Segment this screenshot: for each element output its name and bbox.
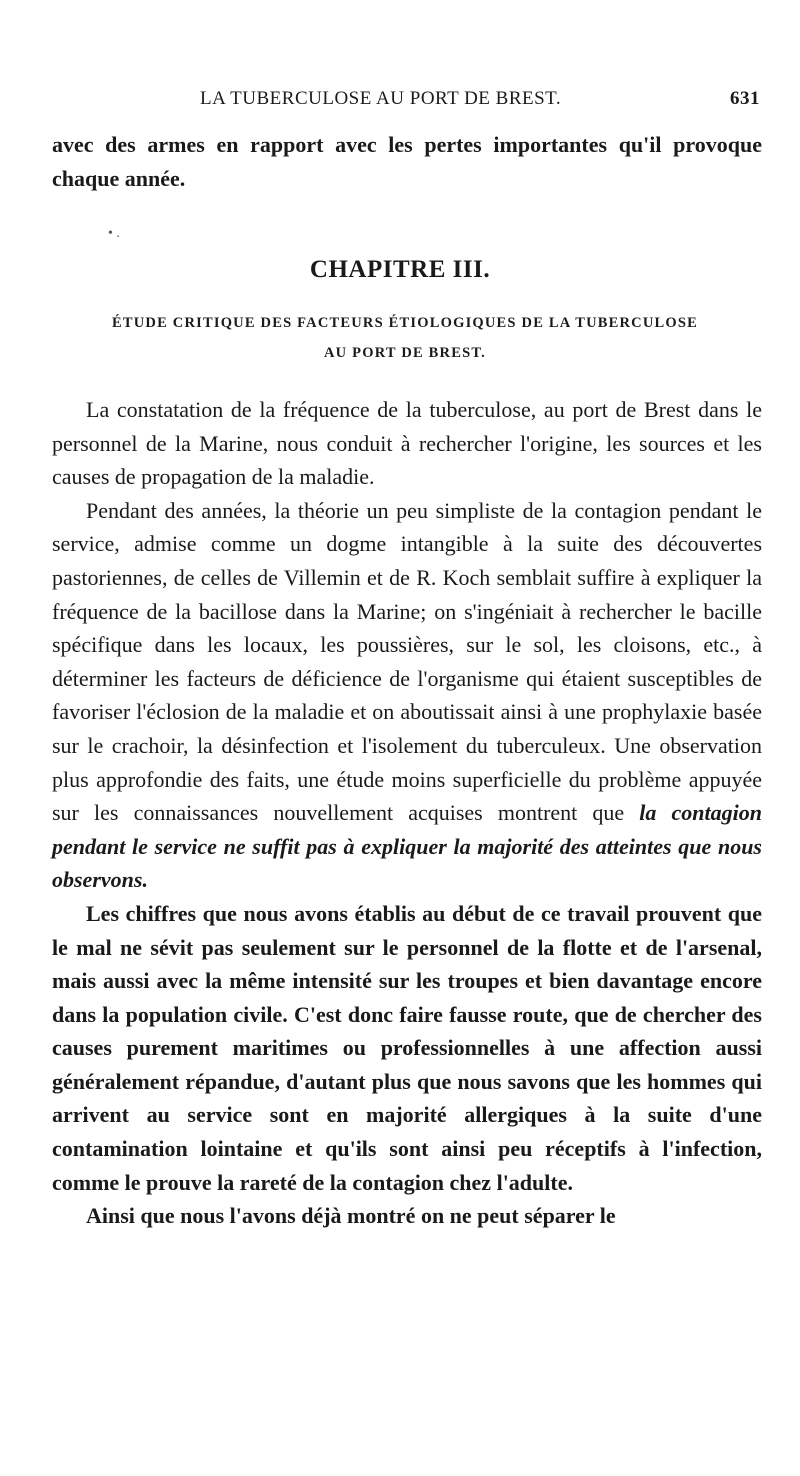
continued-paragraph: avec des armes en rapport avec les pertes importantes qu'il provoque chaque année.	[52, 132, 762, 191]
paragraph-2-emphasis: la contagion pendant le service ne suffit pas à expliquer la majorité des atteintes que nous observons.	[52, 800, 762, 893]
paragraph-1: La constatation de la fréquence de la tuberculose, au port de Brest dans le personnel de la Marine, nous conduit à rechercher l'origine, les sources et les causes de propagation de la maladie.	[52, 397, 762, 490]
chapter-title: CHAPITRE III.	[309, 256, 491, 283]
chapter-body	[52, 393, 762, 1233]
running-header-title: LA TUBERCULOSE AU PORT DE BREST.	[200, 88, 562, 109]
paragraph-2	[52, 494, 762, 897]
paragraph-3: Les chiffres que nous avons établis au début de ce travail prouvent que le mal ne sévit pas seulement sur le personnel de la flotte et de l'arsenal, mais aussi avec la même intensité sur les troupes et bien davantage encore dans la population civile. C'est donc faire fausse route, que de chercher des causes purement maritimes ou professionnelles à une affection aussi généralement répandue, d'autant plus que nous savons que les hommes qui arrivent au service sont en majorité allergiques à la suite d'une contamination lointaine et qu'ils sont ainsi peu réceptifs à l'infection, comme le prouve la rareté de la contagion chez l'adulte.	[52, 900, 762, 1195]
chapter-subtitle-line-2: AU PORT DE BREST.	[324, 345, 486, 361]
paragraph-4: Ainsi que nous l'avons déjà montré on ne peut séparer le	[86, 1203, 616, 1229]
running-header	[170, 88, 760, 122]
paragraph-2-text: Pendant des années, la théorie un peu simpliste de la contagion pendant le service, admise comme un dogme intangible à la suite des découvertes pastoriennes, de celles de Villemin et de R. Koch semblait suffire à expliquer la fréquence de la bacillose dans la Marine; on s'ingéniait à rechercher le bacille spécifique dans les locaux, les poussières, sur le sol, les cloisons, etc., à déterminer les facteurs de déficience de l'organisme qui étaient susceptibles de favoriser l'éclosion de la maladie et on aboutissait ainsi à une prophylaxie basée sur le crachoir, la désinfection et l'isolement du tuberculeux. Une observation plus approfondie des faits, une étude moins superficielle du problème appuyée sur les connaissances nouvellement acquises montrent que	[52, 497, 762, 826]
ink-specks: • .	[108, 226, 120, 241]
chapter-subtitle-line-1: ÉTUDE CRITIQUE DES FACTEURS ÉTIOLOGIQUES DE LA TUBERCULOSE	[112, 315, 698, 331]
page-number: 631	[730, 88, 760, 109]
